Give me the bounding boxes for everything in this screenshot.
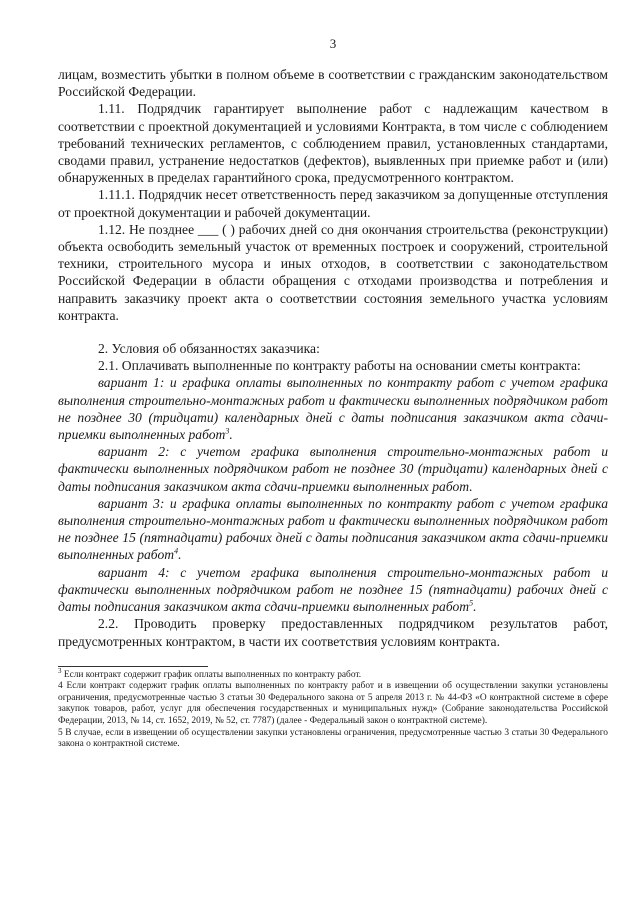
variant-3-text: вариант 3: и графика оплаты выполненных по контракту работ с учетом графика выполнения строительно-монтажных работ и фактически выполненных подрядчиком работ не позднее 15 (пятнадцати) рабочих дней с даты подписания заказчиком акта сдачи-приемки выполненных работ — [58, 495, 608, 563]
section-2-heading: 2. Условия об обязанностях заказчика: — [98, 341, 320, 357]
paragraph-1-11-1: 1.11.1. Подрядчик несет ответственность перед заказчиком за допущенные отступления от проектной документации и рабочей документации. — [58, 187, 608, 220]
document-body — [58, 66, 608, 650]
variant-3: вариант 3: и графика оплаты выполненных по контракту работ с учетом графика выполнения строительно-монтажных работ и фактически выполненных подрядчиком работ не позднее 15 (пятнадцати) рабочих дней с даты подписания заказчиком акта сдачи-приемки выполненных работ$^4$. — [58, 495, 608, 563]
paragraph-1-12: 1.12. Не позднее ___ ( ) рабочих дней со дня окончания строительства (реконструкции) объекта освободить земельный участок от временных построек и сооружений, строительной техники, строительного мусора и иных отходов, в соответствии с законодательством Российской Федерации в области обращения с отходами производства и потребления и направить заказчику проект акта о соответствии состояния земельного участка условиям контракта. — [58, 221, 608, 323]
paragraph-2-1: 2.1. Оплачивать выполненные по контракту работы на основании сметы контракта: — [98, 358, 581, 374]
paragraph-continuation: лицам, возместить убытки в полном объеме в соответствии с гражданским законодательством Российской Федерации. — [58, 67, 608, 100]
variant-4-text: вариант 4: с учетом графика выполнения строительно-монтажных работ и фактически выполненных подрядчиком работ не позднее 15 (пятнадцати) рабочих дней с даты подписания заказчиком акта сдачи-приемки выполненных работ — [58, 564, 608, 615]
footnote-5: 5 В случае, если в извещении об осуществлении закупки установлены ограничения, предусмотренные частью 3 статьи 30 Федерального закона о контрактной системе. — [58, 727, 608, 750]
footnote-3-mark: 3 — [58, 666, 62, 675]
footnote-divider — [58, 666, 208, 667]
footnote-ref-3: 3 — [225, 426, 230, 436]
footnote-4: 4 Если контракт содержит график оплаты выполненных по контракту работ и в извещении об осуществлении закупки установлены ограничения, предусмотренные частью 3 статьи 30 Федерального закона от 5 апреля 2013 г. № 44-ФЗ «О контрактной системе в сфере закупок товаров, работ, услуг для обеспечения государственных и муниципальных нужд» (Собрание законодательства Российской Федерации, 2013, № 14, ст. 1652, 2019, № 52, ст. 7787) (далее - Федеральный закон о контрактной системе). — [58, 681, 608, 727]
spacer — [58, 324, 608, 340]
page-number: 3 — [329, 36, 337, 51]
footnote-3 — [58, 666, 608, 682]
variant-4: вариант 4: с учетом графика выполнения строительно-монтажных работ и фактически выполненных подрядчиком работ не позднее 15 (пятнадцати) рабочих дней с даты подписания заказчиком акта сдачи-приемки выполненных работ$^5$. — [58, 564, 608, 615]
footnotes — [58, 666, 608, 751]
variant-2: вариант 2: с учетом графика выполнения строительно-монтажных работ и фактически выполненных подрядчиком работ не позднее 30 (тридцати) календарных дней с даты подписания заказчиком акта сдачи-приемки выполненных работ. — [58, 444, 608, 494]
footnote-ref-5: 5 — [469, 598, 474, 608]
variant-1: вариант 1: и графика оплаты выполненных по контракту работ с учетом графика выполнения строительно-монтажных работ и фактически выполненных подрядчиком работ не позднее 30 (тридцати) календарных дней с даты подписания заказчиком акта сдачи-приемки выполненных работ$^3$. — [58, 375, 608, 443]
paragraph-2-2: 2.2. Проводить проверку предоставленных подрядчиком результатов работ, предусмотренных контрактом, в части их соответствия условиям контракта. — [58, 616, 608, 649]
footnote-3-text: Если контракт содержит график оплаты выполненных по контракту работ. — [61, 669, 362, 680]
variant-1-text: вариант 1: и графика оплаты выполненных по контракту работ с учетом графика выполнения строительно-монтажных работ и фактически выполненных подрядчиком работ не позднее 30 (тридцати) календарных дней с даты подписания заказчиком акта сдачи-приемки выполненных работ — [58, 375, 608, 443]
footnote-ref-4: 4 — [174, 546, 179, 556]
paragraph-1-11: 1.11. Подрядчик гарантирует выполнение работ с надлежащим качеством в соответствии с проектной документацией и условиями Контракта, в том числе с соблюдением требований технических регламентов, с соблюдением правил, установленных стандартами, сводами правил, устранение недостатков (дефектов), выявленных при приемке работ и (или) обнаруженных в пределах гарантийного срока, предусмотренного контрактом. — [58, 101, 608, 186]
